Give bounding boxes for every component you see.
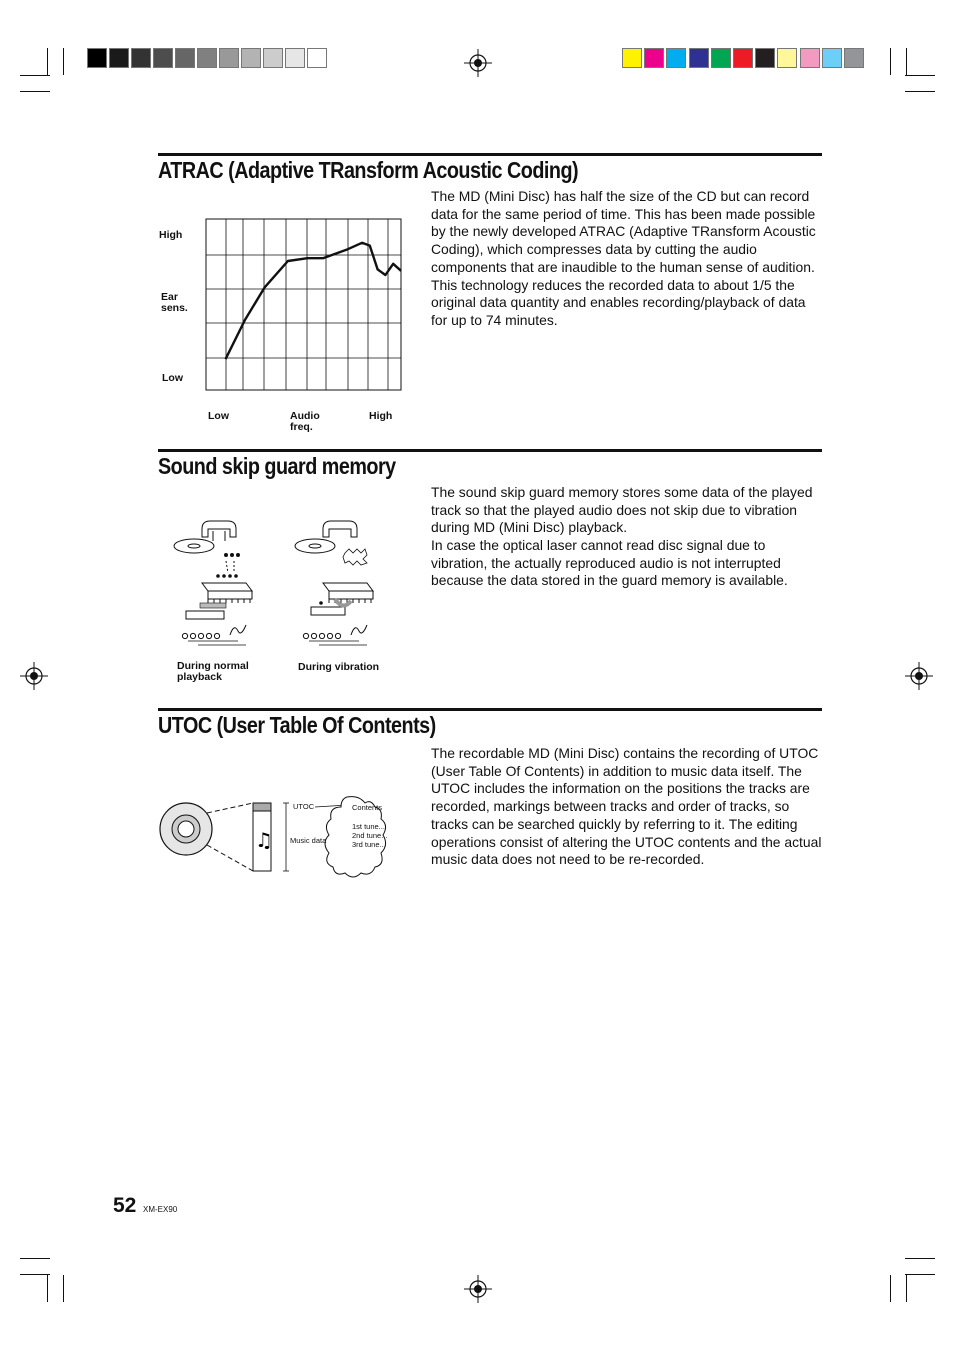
- paragraph-skip-guard-1: The sound skip guard memory stores some data of the played track so that the played audio does not skip due to vibration during MD (Mini Disc) playback.: [431, 484, 813, 536]
- color-bar-swatch: [755, 48, 775, 68]
- x-axis-label: Audio freq.: [290, 410, 320, 433]
- gray-bar-swatch: [197, 48, 217, 68]
- vibration-illustration: [289, 515, 391, 650]
- utoc-label: UTOC: [293, 802, 315, 811]
- gray-bar-swatch: [219, 48, 239, 68]
- tune-2: 2nd tune...: [352, 831, 388, 840]
- page-number: 52: [113, 1194, 137, 1217]
- atrac-chart: [205, 218, 402, 391]
- color-bar-swatch: [689, 48, 709, 68]
- normal-playback-illustration: [168, 515, 270, 650]
- color-bar-swatch: [733, 48, 753, 68]
- color-bar-swatch: [622, 48, 642, 68]
- gray-bar-swatch: [285, 48, 305, 68]
- registration-mark-left: [19, 661, 49, 691]
- x-tick-low: Low: [208, 410, 229, 422]
- section-rule-skip-guard: [158, 449, 822, 452]
- gray-bar-swatch: [241, 48, 261, 68]
- color-bar-swatch: [644, 48, 664, 68]
- registration-mark-right: [904, 661, 934, 691]
- heading-skip-guard: Sound skip guard memory: [158, 453, 396, 479]
- gray-bar-swatch: [307, 48, 327, 68]
- music-note-icon: ♫: [255, 828, 273, 852]
- gray-bar-swatch: [131, 48, 151, 68]
- gray-bar-swatch: [109, 48, 129, 68]
- paragraph-skip-guard-2: In case the optical laser cannot read disc signal due to vibration, the actually reproduced audio is not interrupted because the data stored in the guard memory is available.: [431, 537, 788, 589]
- paragraph-atrac: The MD (Mini Disc) has half the size of the CD but can record data for the same period of time. This has been made possible by the newly developed ATRAC (Adaptive TRansform Acoustic Coding), which compresses data by cutting the audio components that are inaudible to the human sense of audition. This technology reduces the recorded data to about 1/5 the original data quantity and enables recording/playback of data for up to 74 minutes.: [431, 188, 816, 328]
- color-bar-swatch: [777, 48, 797, 68]
- gray-bar-swatch: [175, 48, 195, 68]
- color-bar-swatch: [844, 48, 864, 68]
- registration-mark-top: [463, 48, 493, 78]
- paragraph-utoc: The recordable MD (Mini Disc) contains the recording of UTOC (User Table Of Contents) in addition to music data itself. The UTOC includes the information on the positions the tracks are recorded, markings between tracks and order of tracks, so tracks can be searched quickly by referring to it. The editing operations consist of altering the UTOC contents and the actual music data does not need to be re-recorded.: [431, 745, 822, 868]
- gray-bar-swatch: [87, 48, 107, 68]
- color-bar-swatch: [711, 48, 731, 68]
- heading-atrac: ATRAC (Adaptive TRansform Acoustic Coding): [158, 157, 579, 183]
- y-tick-low: Low: [162, 372, 183, 384]
- color-bar-swatch: [800, 48, 820, 68]
- x-tick-high: High: [369, 410, 393, 422]
- gray-bar-swatch: [153, 48, 173, 68]
- y-axis-label: Ear sens.: [161, 291, 188, 314]
- heading-utoc: UTOC (User Table Of Contents): [158, 712, 436, 738]
- caption-normal-playback: During normal playback: [177, 660, 249, 683]
- color-bar-swatch: [666, 48, 686, 68]
- chart-frame: [206, 219, 401, 390]
- contents-label: Contents: [352, 803, 383, 812]
- caption-vibration: During vibration: [298, 661, 380, 673]
- gray-bar-swatch: [263, 48, 283, 68]
- tune-3: 3rd tune...: [352, 840, 386, 849]
- tune-1: 1st tune...: [352, 822, 385, 831]
- y-tick-high: High: [159, 229, 183, 241]
- music-data-label: Music data: [290, 836, 327, 845]
- color-bar-swatch: [822, 48, 842, 68]
- registration-mark-bottom: [463, 1274, 493, 1304]
- section-rule-utoc: [158, 708, 822, 711]
- model-number: XM-EX90: [143, 1205, 178, 1214]
- section-rule-atrac: [158, 153, 822, 156]
